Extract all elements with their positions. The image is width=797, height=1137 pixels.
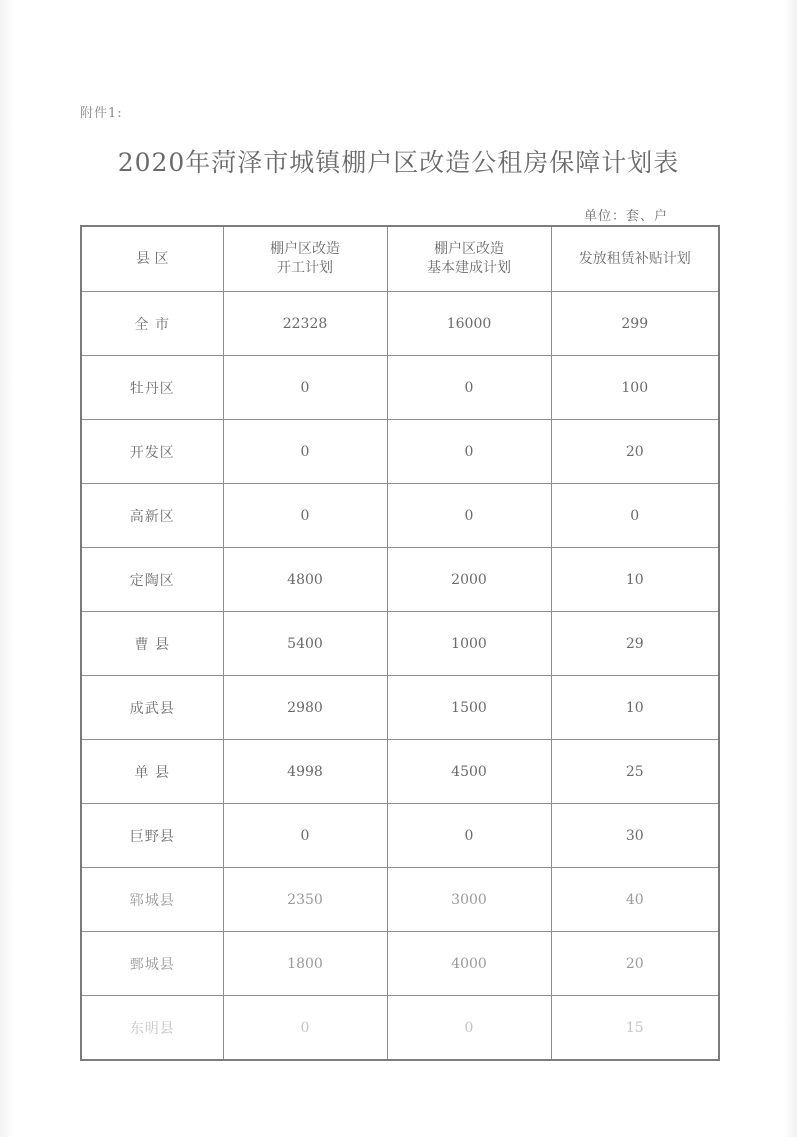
completion-plan-cell: 2000 xyxy=(387,548,551,612)
completion-plan-cell: 3000 xyxy=(387,868,551,932)
header-completion-plan-line2: 基本建成计划 xyxy=(427,260,511,276)
start-plan-cell: 0 xyxy=(223,484,387,548)
subsidy-plan-cell: 40 xyxy=(551,868,719,932)
county-cell: 定陶区 xyxy=(81,548,223,612)
start-plan-cell: 5400 xyxy=(223,612,387,676)
table-row xyxy=(81,804,719,868)
header-start-plan-line2: 开工计划 xyxy=(277,260,333,276)
table-row xyxy=(81,420,719,484)
subsidy-plan-cell: 10 xyxy=(551,548,719,612)
completion-plan-cell: 16000 xyxy=(387,292,551,356)
subsidy-plan-cell: 299 xyxy=(551,292,719,356)
start-plan-cell: 0 xyxy=(223,356,387,420)
table-row xyxy=(81,676,719,740)
unit-label: 单位：套、户 xyxy=(584,209,669,224)
header-subsidy-plan-label: 发放租赁补贴计划 xyxy=(578,250,691,267)
header-start-plan-line1: 棚户区改造 xyxy=(270,241,340,257)
start-plan-cell: 0 xyxy=(223,804,387,868)
start-plan-cell: 2350 xyxy=(223,868,387,932)
header-county xyxy=(81,226,223,292)
header-completion-plan-line1: 棚户区改造 xyxy=(434,241,504,257)
plan-table xyxy=(80,225,720,1061)
start-plan-cell: 0 xyxy=(223,420,387,484)
completion-plan-cell: 0 xyxy=(387,356,551,420)
start-plan-cell: 4998 xyxy=(223,740,387,804)
subsidy-plan-cell: 100 xyxy=(551,356,719,420)
start-plan-cell: 22328 xyxy=(223,292,387,356)
county-cell: 郓城县 xyxy=(81,868,223,932)
document-title: 2020年菏泽市城镇棚户区改造公租房保障计划表 xyxy=(117,148,680,177)
start-plan-cell: 2980 xyxy=(223,676,387,740)
county-cell: 鄄城县 xyxy=(81,932,223,996)
county-cell: 全 市 xyxy=(81,292,223,356)
header-completion-plan xyxy=(387,226,551,292)
county-cell: 成武县 xyxy=(81,676,223,740)
completion-plan-cell: 0 xyxy=(387,484,551,548)
completion-plan-cell: 0 xyxy=(387,996,551,1061)
table-body xyxy=(81,292,719,1061)
county-cell: 开发区 xyxy=(81,420,223,484)
table-row xyxy=(81,996,719,1061)
subsidy-plan-cell: 20 xyxy=(551,932,719,996)
completion-plan-cell: 4500 xyxy=(387,740,551,804)
table-row xyxy=(81,292,719,356)
county-cell: 牡丹区 xyxy=(81,356,223,420)
completion-plan-cell: 1500 xyxy=(387,676,551,740)
county-cell: 高新区 xyxy=(81,484,223,548)
start-plan-cell: 1800 xyxy=(223,932,387,996)
table-row xyxy=(81,932,719,996)
county-cell: 东明县 xyxy=(81,996,223,1061)
table-row xyxy=(81,548,719,612)
completion-plan-cell: 0 xyxy=(387,804,551,868)
table-header-row xyxy=(81,226,719,292)
table-row xyxy=(81,612,719,676)
subsidy-plan-cell: 20 xyxy=(551,420,719,484)
header-subsidy-plan xyxy=(551,226,719,292)
header-county-label: 县 区 xyxy=(136,250,169,267)
completion-plan-cell: 1000 xyxy=(387,612,551,676)
completion-plan-cell: 0 xyxy=(387,420,551,484)
county-cell: 巨野县 xyxy=(81,804,223,868)
subsidy-plan-cell: 25 xyxy=(551,740,719,804)
table-row xyxy=(81,484,719,548)
start-plan-cell: 0 xyxy=(223,996,387,1061)
subsidy-plan-cell: 10 xyxy=(551,676,719,740)
table-row xyxy=(81,740,719,804)
header-start-plan xyxy=(223,226,387,292)
subsidy-plan-cell: 0 xyxy=(551,484,719,548)
start-plan-cell: 4800 xyxy=(223,548,387,612)
attachment-label: 附件1: xyxy=(80,106,123,121)
county-cell: 曹 县 xyxy=(81,612,223,676)
county-cell: 单 县 xyxy=(81,740,223,804)
subsidy-plan-cell: 29 xyxy=(551,612,719,676)
subsidy-plan-cell: 30 xyxy=(551,804,719,868)
subsidy-plan-cell: 15 xyxy=(551,996,719,1061)
table-row xyxy=(81,356,719,420)
completion-plan-cell: 4000 xyxy=(387,932,551,996)
table-row xyxy=(81,868,719,932)
